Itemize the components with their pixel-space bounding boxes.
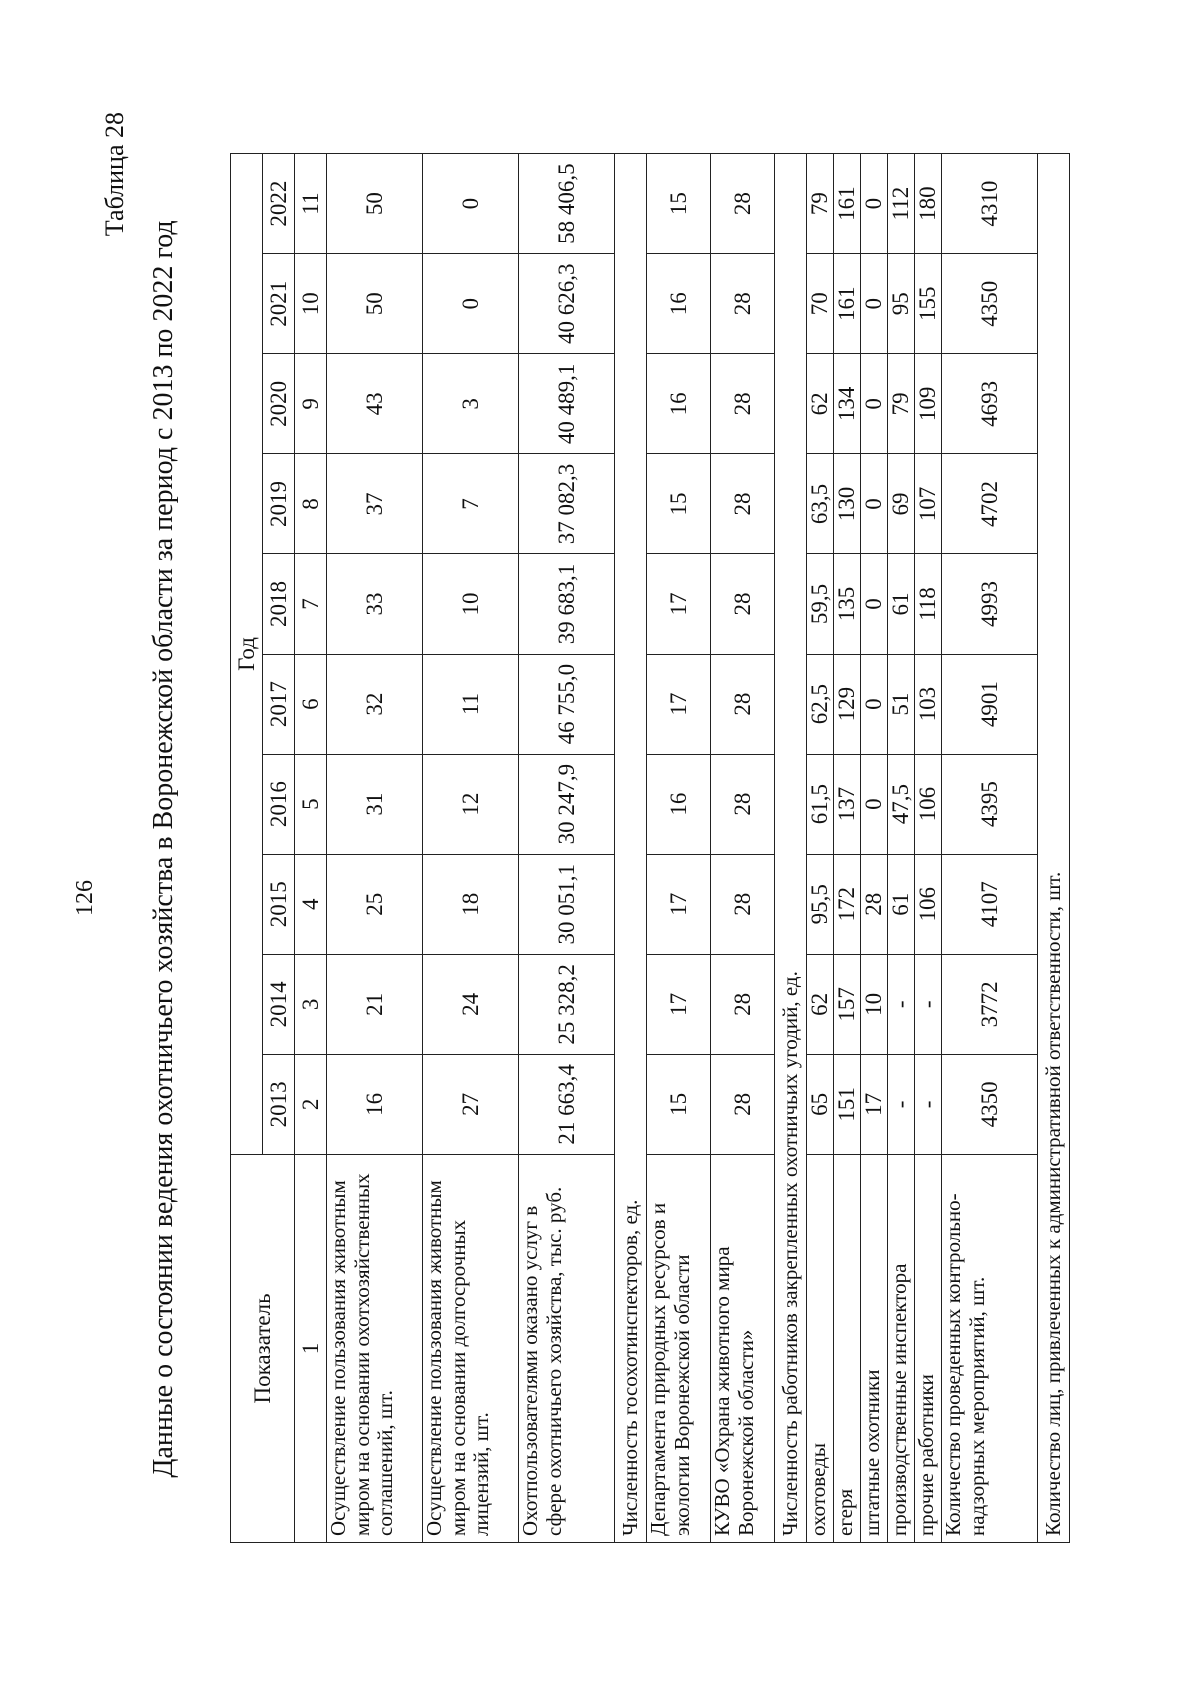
cell-value: 24 — [423, 954, 519, 1054]
table-row — [519, 154, 615, 1543]
cell-value: 17 — [861, 1054, 888, 1154]
col-number: 6 — [295, 654, 327, 754]
cell-value: 118 — [915, 554, 942, 654]
cell-value: 7 — [423, 454, 519, 554]
cell-value: 0 — [423, 254, 519, 354]
year-header: 2022 — [263, 154, 295, 254]
row-label: КУВО «Охрана животного мира Воронежской области» — [711, 1154, 775, 1542]
year-header: 2015 — [263, 854, 295, 954]
cell-value: 17 — [647, 654, 711, 754]
cell-value: 28 — [711, 954, 775, 1054]
cell-value: 50 — [327, 254, 423, 354]
row-label: Охотпользователями оказано услуг в сфере охотничьего хозяйства, тыс. руб. — [519, 1154, 615, 1542]
year-header: 2013 — [263, 1054, 295, 1154]
cell-value: 51 — [888, 654, 915, 754]
table-label: Таблица 28 — [100, 112, 129, 237]
table-row — [423, 154, 519, 1543]
cell-value: 63,5 — [807, 454, 834, 554]
cell-value: 0 — [861, 154, 888, 254]
cell-value: 0 — [861, 254, 888, 354]
table-row — [834, 154, 861, 1543]
cell-value: 30 247,9 — [519, 754, 615, 854]
cell-value: 16 — [647, 254, 711, 354]
cell-value: 12 — [423, 754, 519, 854]
cell-value: 62 — [807, 354, 834, 454]
year-header: 2017 — [263, 654, 295, 754]
cell-value: 11 — [423, 654, 519, 754]
col-number: 1 — [295, 1154, 327, 1542]
cell-value: 15 — [647, 454, 711, 554]
cell-value: 37 — [327, 454, 423, 554]
cell-value: 28 — [711, 754, 775, 854]
cell-value: 4107 — [942, 854, 1038, 954]
col-number: 2 — [295, 1054, 327, 1154]
cell-value: 15 — [647, 1054, 711, 1154]
cell-value: 70 — [807, 254, 834, 354]
cell-value: 17 — [647, 854, 711, 954]
cell-value: 151 — [834, 1054, 861, 1154]
cell-value: 62 — [807, 954, 834, 1054]
data-table — [230, 153, 1070, 1543]
cell-value: 155 — [915, 254, 942, 354]
table-row — [888, 154, 915, 1543]
cell-value: 0 — [423, 154, 519, 254]
cell-value: 0 — [861, 354, 888, 454]
section-row — [775, 154, 807, 1543]
cell-value: 62,5 — [807, 654, 834, 754]
cell-value: 134 — [834, 354, 861, 454]
cell-value: 79 — [807, 154, 834, 254]
cell-value: 31 — [327, 754, 423, 854]
cell-value: 4395 — [942, 754, 1038, 854]
section-row — [1038, 154, 1070, 1543]
cell-value: 3772 — [942, 954, 1038, 1054]
year-header: 2019 — [263, 454, 295, 554]
cell-value: 4693 — [942, 354, 1038, 454]
cell-value: 109 — [915, 354, 942, 454]
cell-value: 25 328,2 — [519, 954, 615, 1054]
cell-value: 16 — [327, 1054, 423, 1154]
table-row — [647, 154, 711, 1543]
row-label: производственные инспектора — [888, 1154, 915, 1542]
cell-value: 28 — [711, 654, 775, 754]
year-group-header: Год — [231, 154, 263, 1155]
table-row — [861, 154, 888, 1543]
cell-value: 157 — [834, 954, 861, 1054]
col-number: 8 — [295, 454, 327, 554]
cell-value: 40 626,3 — [519, 254, 615, 354]
section-title-administrative: Количество лиц, привлеченных к административной ответственности, шт. — [1038, 154, 1070, 1543]
cell-value: 21 — [327, 954, 423, 1054]
cell-value: 17 — [647, 954, 711, 1054]
table-row — [327, 154, 423, 1543]
cell-value: 172 — [834, 854, 861, 954]
cell-value: 107 — [915, 454, 942, 554]
cell-value: 61 — [888, 854, 915, 954]
col-number: 9 — [295, 354, 327, 454]
col-number: 3 — [295, 954, 327, 1054]
row-label: егеря — [834, 1154, 861, 1542]
cell-value: 16 — [647, 354, 711, 454]
cell-value: 0 — [861, 554, 888, 654]
cell-value: 130 — [834, 454, 861, 554]
cell-value: 28 — [711, 454, 775, 554]
row-label: охотоведы — [807, 1154, 834, 1542]
cell-value: 65 — [807, 1054, 834, 1154]
cell-value: - — [888, 1054, 915, 1154]
cell-value: 112 — [888, 154, 915, 254]
cell-value: 17 — [647, 554, 711, 654]
cell-value: 4350 — [942, 1054, 1038, 1154]
cell-value: 28 — [861, 854, 888, 954]
cell-value: 129 — [834, 654, 861, 754]
col-number: 5 — [295, 754, 327, 854]
cell-value: 58 406,5 — [519, 154, 615, 254]
cell-value: 61,5 — [807, 754, 834, 854]
cell-value: 0 — [861, 754, 888, 854]
col-number: 4 — [295, 854, 327, 954]
cell-value: 0 — [861, 654, 888, 754]
col-number: 10 — [295, 254, 327, 354]
row-label: Осуществление пользования животным миром на основании охотхозяйственных соглашений, шт. — [327, 1154, 423, 1542]
cell-value: - — [915, 954, 942, 1054]
cell-value: 4350 — [942, 254, 1038, 354]
header-row-col-numbers — [295, 154, 327, 1543]
cell-value: 28 — [711, 354, 775, 454]
cell-value: 103 — [915, 654, 942, 754]
cell-value: 47,5 — [888, 754, 915, 854]
cell-value: 0 — [861, 454, 888, 554]
cell-value: 59,5 — [807, 554, 834, 654]
cell-value: - — [888, 954, 915, 1054]
indicator-header: Показатель — [231, 1154, 295, 1542]
cell-value: 69 — [888, 454, 915, 554]
year-header: 2021 — [263, 254, 295, 354]
cell-value: 95,5 — [807, 854, 834, 954]
cell-value: 3 — [423, 354, 519, 454]
cell-value: 28 — [711, 854, 775, 954]
cell-value: 135 — [834, 554, 861, 654]
page-number: 126 — [72, 880, 98, 916]
cell-value: 161 — [834, 154, 861, 254]
cell-value: 37 082,3 — [519, 454, 615, 554]
cell-value: 30 051,1 — [519, 854, 615, 954]
cell-value: 33 — [327, 554, 423, 654]
row-label: Количество проведенных контрольно-надзорных мероприятий, шт. — [942, 1154, 1038, 1542]
cell-value: 4993 — [942, 554, 1038, 654]
cell-value: 106 — [915, 754, 942, 854]
cell-value: 161 — [834, 254, 861, 354]
col-number: 11 — [295, 154, 327, 254]
table-row — [915, 154, 942, 1543]
cell-value: 4702 — [942, 454, 1038, 554]
cell-value: 28 — [711, 254, 775, 354]
cell-value: 4310 — [942, 154, 1038, 254]
row-label: прочие работники — [915, 1154, 942, 1542]
section-title-workers: Численность работников закрепленных охотничьих угодий, ед. — [775, 154, 807, 1543]
cell-value: 180 — [915, 154, 942, 254]
row-label: Департамента природных ресурсов и экологии Воронежской области — [647, 1154, 711, 1542]
cell-value: 27 — [423, 1054, 519, 1154]
cell-value: - — [915, 1054, 942, 1154]
cell-value: 10 — [423, 554, 519, 654]
cell-value: 50 — [327, 154, 423, 254]
cell-value: 10 — [861, 954, 888, 1054]
cell-value: 79 — [888, 354, 915, 454]
cell-value: 15 — [647, 154, 711, 254]
cell-value: 4901 — [942, 654, 1038, 754]
section-title-inspectors: Численность госохотинспекторов, ед. — [615, 154, 647, 1543]
document-title: Данные о состоянии ведения охотничьего хозяйства в Воронежской области за период с 2013 по 2022 год — [148, 220, 179, 1478]
cell-value: 95 — [888, 254, 915, 354]
cell-value: 106 — [915, 854, 942, 954]
cell-value: 21 663,4 — [519, 1054, 615, 1154]
cell-value: 28 — [711, 154, 775, 254]
table-row — [942, 154, 1038, 1543]
cell-value: 28 — [711, 554, 775, 654]
year-header: 2020 — [263, 354, 295, 454]
cell-value: 25 — [327, 854, 423, 954]
cell-value: 137 — [834, 754, 861, 854]
table-row — [807, 154, 834, 1543]
col-number: 7 — [295, 554, 327, 654]
year-header: 2018 — [263, 554, 295, 654]
cell-value: 40 489,1 — [519, 354, 615, 454]
cell-value: 61 — [888, 554, 915, 654]
cell-value: 28 — [711, 1054, 775, 1154]
section-row — [615, 154, 647, 1543]
cell-value: 32 — [327, 654, 423, 754]
cell-value: 16 — [647, 754, 711, 854]
table-row — [711, 154, 775, 1543]
header-row-group — [231, 154, 263, 1543]
row-label: штатные охотники — [861, 1154, 888, 1542]
cell-value: 39 683,1 — [519, 554, 615, 654]
row-label: Осуществление пользования животным миром на основании долгосрочных лицензий, шт. — [423, 1154, 519, 1542]
year-header: 2014 — [263, 954, 295, 1054]
cell-value: 46 755,0 — [519, 654, 615, 754]
year-header: 2016 — [263, 754, 295, 854]
cell-value: 18 — [423, 854, 519, 954]
cell-value: 43 — [327, 354, 423, 454]
